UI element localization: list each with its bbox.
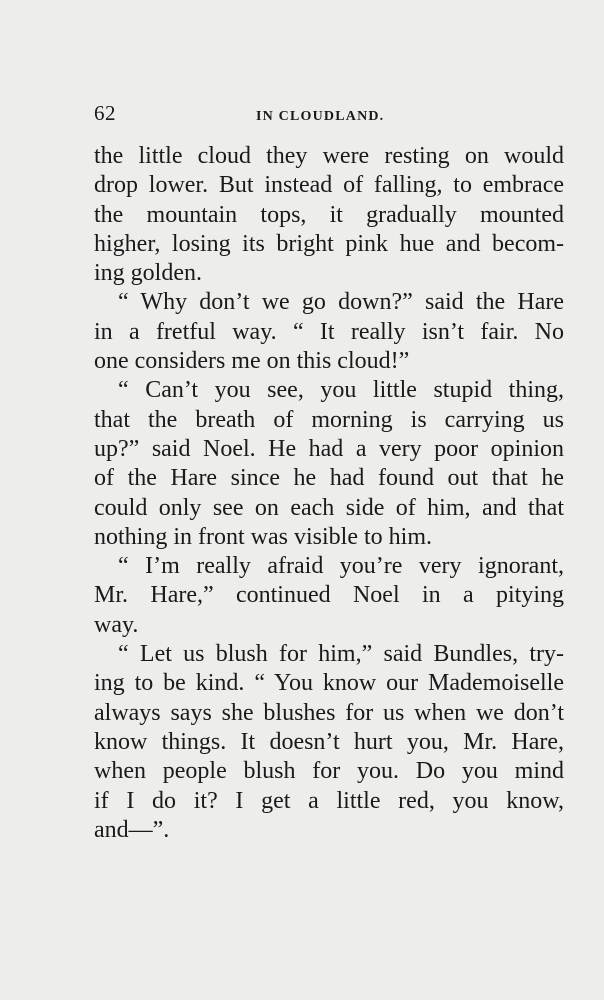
text-line: “ Why don’t we go down?” said the Hare — [118, 289, 564, 316]
text-line: when people blush for you. Do you mind — [94, 758, 564, 785]
text-line: that the breath of morning is carrying us — [94, 406, 564, 433]
text-line: the little cloud they were resting on would — [94, 143, 564, 169]
running-title: IN CLOUDLAND. — [256, 109, 385, 124]
paragraph — [94, 142, 564, 288]
text-line: Mr. Hare,” continued Noel in a pitying — [94, 582, 564, 609]
text-line: “ Let us blush for him,” said Bundles, try- — [118, 641, 564, 668]
text-line: always says she blushes for us when we don’t — [94, 699, 564, 726]
text-line: ing to be kind. “ You know our Mademoiselle — [94, 670, 564, 697]
text-line: ing golden. — [94, 260, 202, 287]
text-line: could only see on each side of him, and that — [94, 494, 564, 521]
text-line: nothing in front was visible to him. — [94, 523, 432, 550]
text-line: “ Can’t you see, you little stupid thing, — [118, 377, 564, 404]
body-text — [94, 142, 564, 845]
text-line: drop lower. But instead of falling, to embrace — [94, 172, 564, 199]
text-line: higher, losing its bright pink hue and becom- — [94, 230, 564, 257]
text-line: in a fretful way. “ It really isn’t fair. No — [94, 318, 564, 345]
page-number: 62 — [94, 101, 116, 125]
running-head — [94, 101, 568, 129]
text-line: way. — [94, 611, 139, 638]
text-line: if I do it? I get a little red, you know, — [94, 787, 564, 814]
paragraph — [94, 376, 564, 552]
text-line: the mountain tops, it gradually mounted — [94, 201, 564, 228]
text-line: and—”. — [94, 816, 170, 843]
paragraph — [94, 552, 564, 640]
paragraph — [94, 640, 564, 845]
paragraph — [94, 288, 564, 376]
text-line: up?” said Noel. He had a very poor opinion — [94, 435, 564, 462]
text-line: of the Hare since he had found out that he — [94, 465, 564, 492]
text-line: one considers me on this cloud!” — [94, 348, 410, 375]
text-line: “ I’m really afraid you’re very ignorant, — [118, 553, 564, 580]
text-line: know things. It doesn’t hurt you, Mr. Hare, — [94, 728, 564, 755]
